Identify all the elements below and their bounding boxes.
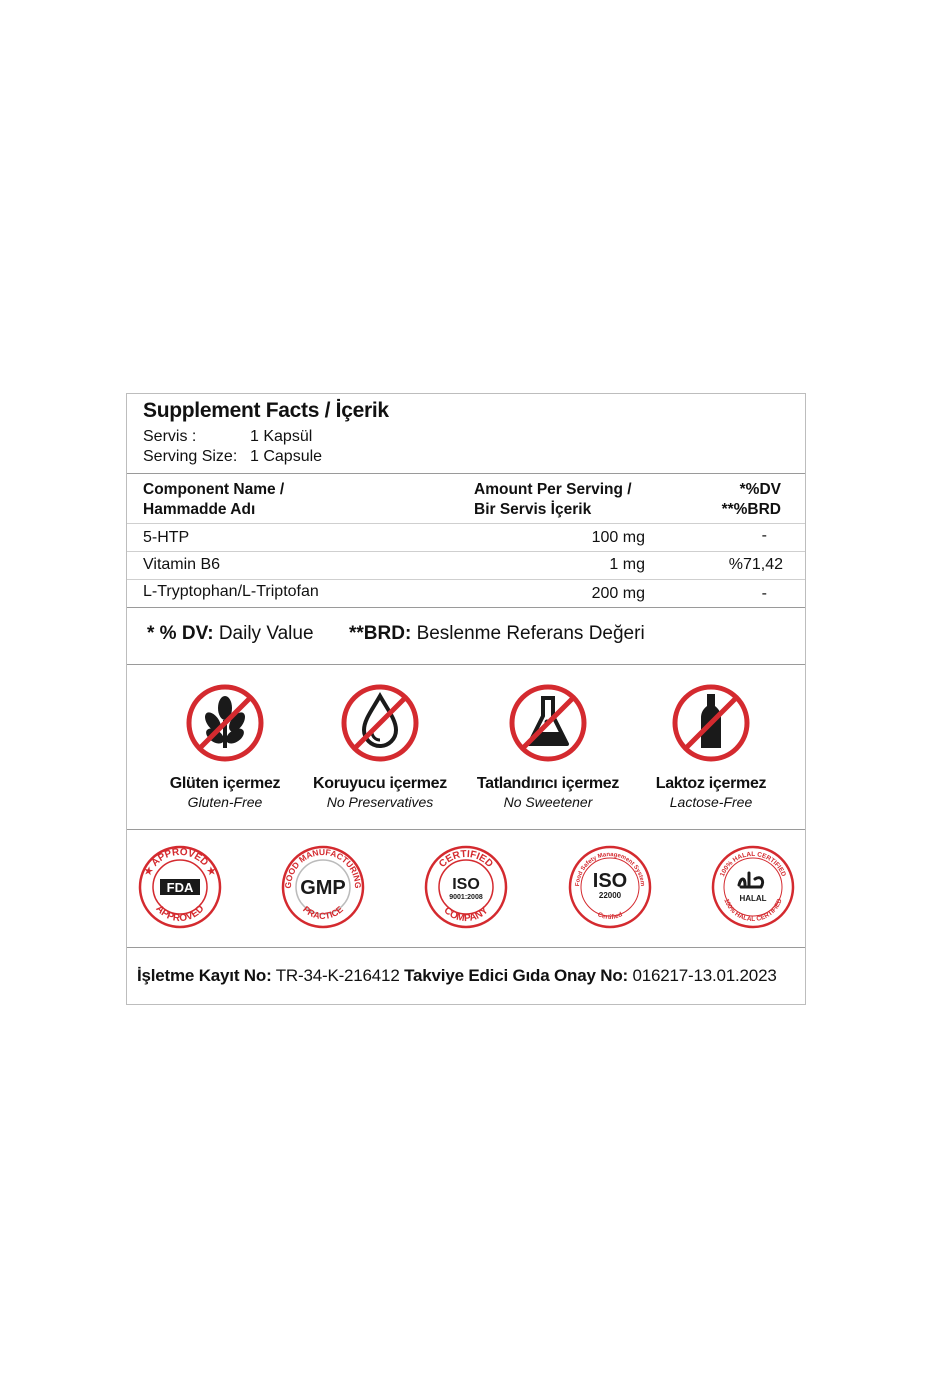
halal-seal (711, 845, 795, 934)
panel-title: Supplement Facts / İçerik (143, 399, 389, 422)
badge-label-en: Gluten-Free (187, 794, 263, 810)
badge-label-tr: Koruyucu içermez (313, 775, 447, 792)
flask-crossed-icon (507, 682, 589, 764)
column-header-name-line2: Hammadde Adı (143, 501, 256, 518)
divider (127, 473, 805, 474)
wheat-crossed-icon (184, 682, 266, 764)
row-component-name: L-Tryptophan/L-Triptofan (143, 583, 319, 600)
serving-label-tr: Servis : (143, 428, 197, 445)
column-header-amount (474, 480, 632, 520)
serving-value-tr: 1 Kapsül (250, 428, 313, 445)
svg-text:ISO: ISO (592, 870, 628, 892)
svg-text:FDA: FDA (166, 880, 194, 895)
registration-footer (137, 966, 777, 986)
column-header-dv (722, 480, 781, 520)
svg-text:22000: 22000 (598, 891, 622, 900)
row-amount: 1 mg (609, 556, 645, 573)
column-header-name-line1: Component Name / (143, 481, 285, 498)
row-component-name: Vitamin B6 (143, 556, 221, 573)
badge-label-tr: Glüten içermez (169, 775, 281, 792)
registration-label: İşletme Kayıt No: (137, 966, 272, 985)
bottle-crossed-icon (670, 682, 752, 764)
svg-text:Food Safety Management System: Food Safety Management System (574, 851, 646, 887)
divider (127, 607, 805, 608)
row-amount: 200 mg (591, 585, 645, 602)
svg-text:100% HALAL CERTIFIED: 100% HALAL CERTIFIED (719, 851, 787, 878)
approval-label: Takviye Edici Gıda Onay No: (404, 966, 628, 985)
divider (127, 551, 805, 552)
badge-label-tr: Laktoz içermez (655, 775, 767, 792)
legend-dv (147, 623, 314, 645)
registration-value: TR-34-K-216412 (275, 966, 400, 985)
column-header-name (143, 480, 284, 520)
gmp-seal (281, 845, 365, 934)
svg-text:COMPANY: COMPANY (441, 905, 491, 925)
svg-text:PRACTICE: PRACTICE (301, 904, 345, 922)
supplement-facts-panel (126, 393, 806, 1005)
divider (127, 579, 805, 580)
divider (127, 947, 805, 948)
column-header-amount-line1: Amount Per Serving / (474, 481, 632, 498)
iso-22000-seal (568, 845, 652, 934)
divider (127, 829, 805, 830)
svg-text:GMP: GMP (300, 877, 346, 899)
column-header-amount-line2: Bir Servis İçerik (474, 501, 592, 518)
drop-crossed-icon (339, 682, 421, 764)
row-amount: 100 mg (591, 529, 645, 546)
gluten-free-badge (147, 682, 303, 810)
approval-value: 016217-13.01.2023 (632, 966, 777, 985)
badge-label-en: No Preservatives (326, 794, 434, 810)
svg-text:9001:2008: 9001:2008 (449, 894, 483, 901)
legend-brd-text: Beslenme Referans Değeri (416, 623, 645, 644)
row-dv: %71,42 (728, 556, 783, 573)
badge-label-en: No Sweetener (503, 794, 593, 810)
column-header-dv-line2: **%BRD (721, 501, 781, 518)
serving-label-en: Serving Size: (143, 448, 238, 465)
legend-brd (349, 623, 645, 645)
fda-approved-seal (138, 845, 222, 934)
divider (127, 664, 805, 665)
row-component-name: 5-HTP (143, 529, 190, 546)
legend-brd-key: **BRD: (349, 623, 412, 644)
sweetener-free-badge (470, 682, 626, 810)
svg-text:HALAL: HALAL (739, 894, 767, 903)
preservative-free-badge (302, 682, 458, 810)
badge-label-en: Lactose-Free (669, 794, 753, 810)
divider (127, 523, 805, 524)
svg-text:CERTIFIED: CERTIFIED (437, 848, 495, 870)
svg-text:ISO: ISO (452, 876, 480, 893)
column-header-dv-line1: *%DV (739, 481, 781, 498)
iso-9001-seal (424, 845, 508, 934)
svg-text:100% HALAL CERTIFIED: 100% HALAL CERTIFIED (722, 897, 784, 924)
svg-text:Certified: Certified (596, 911, 624, 922)
row-dv: - (761, 585, 767, 602)
svg-text:GOOD MANUFACTURING: GOOD MANUFACTURING (282, 846, 364, 889)
row-dv: - (761, 527, 767, 544)
legend-dv-text: Daily Value (218, 623, 314, 644)
svg-text:APPROVED: APPROVED (153, 903, 207, 925)
svg-text:★ APPROVED ★: ★ APPROVED ★ (142, 846, 218, 878)
serving-value-en: 1 Capsule (250, 448, 323, 465)
badge-label-tr: Tatlandırıcı içermez (476, 775, 620, 792)
legend-dv-key: * % DV: (147, 623, 214, 644)
lactose-free-badge (633, 682, 789, 810)
